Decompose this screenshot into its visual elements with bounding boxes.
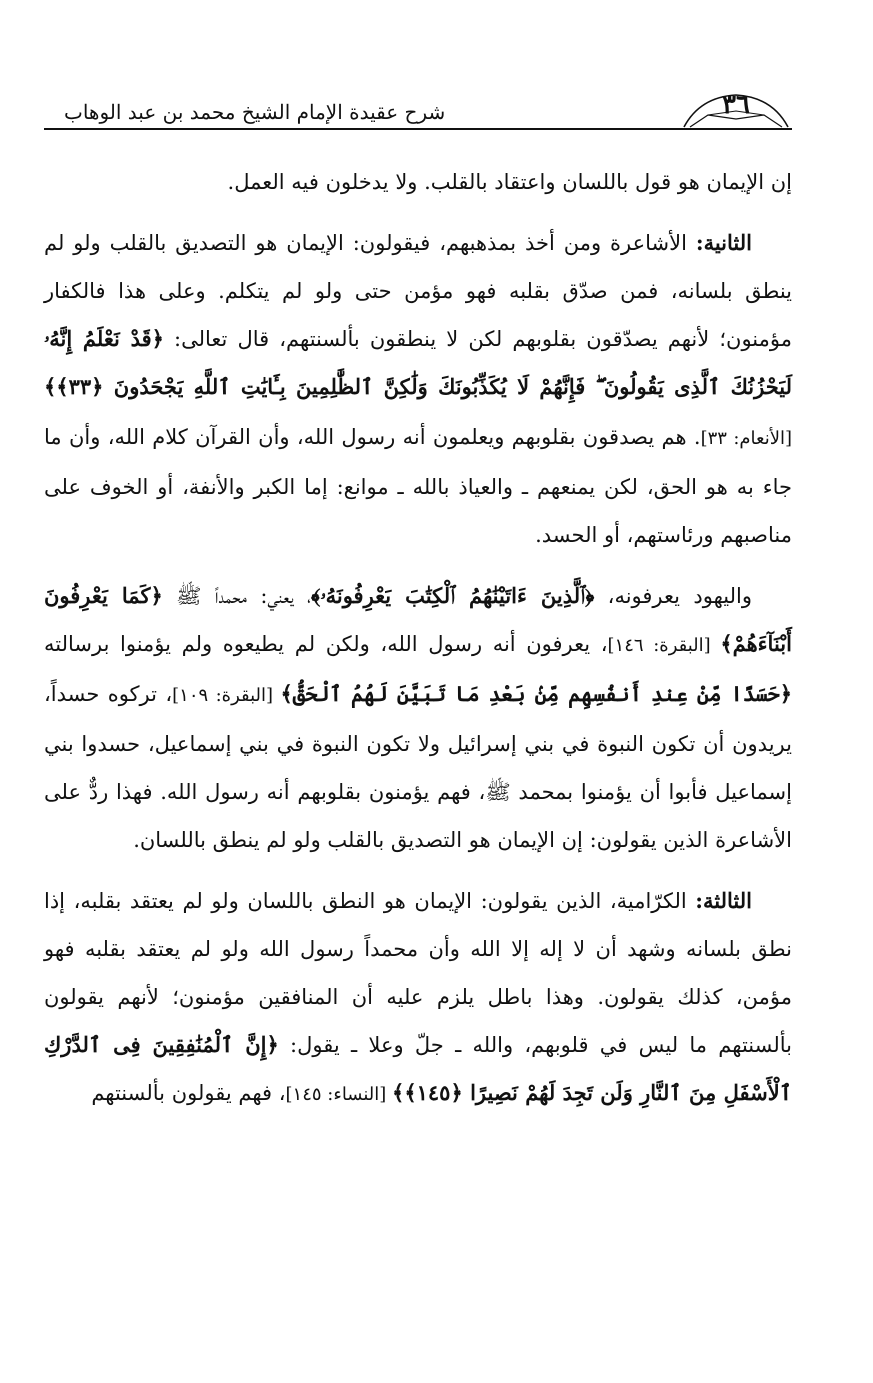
header-divider [44, 128, 792, 130]
running-title: شرح عقيدة الإمام الشيخ محمد بن عبد الوهاب [64, 100, 446, 124]
quran-verse: ﴿حَسَدًا مِّنْ عِندِ أَنفُسِهِم مِّنۢ بَعْدِ مَا تَبَيَّنَ لَهُمُ ٱلْحَقُّ﴾ [280, 681, 793, 706]
verse-reference: [البقرة: ١٠٩] [172, 685, 281, 706]
page-header [44, 82, 792, 130]
paragraph-text: ، تركوه حسداً، يريدون أن تكون النبوة في بني إسرائيل ولا تكون النبوة في بني إسماعيل، حسدوا بني إسماعيل فأبوا أن يؤمنوا بمحمد ﷺ، فهم يؤمنون بقلوبهم أنه رسول الله. فهذا ردٌّ على الأشاعرة الذين يقولون: إن الإيمان هو التصديق بالقلب ولو لم ينطق باللسان. [44, 682, 792, 852]
paragraph-third-group [44, 877, 792, 1119]
paragraph-1 [44, 158, 792, 206]
main-text [44, 158, 792, 1132]
section-lead: الثالثة: [695, 888, 752, 913]
verse-reference: [الأنعام: ٣٣] [700, 428, 792, 449]
paragraph-text: ، يعرفون أنه رسول الله، ولكن لم يطيعوه ولم يؤمنوا برسالته [44, 632, 608, 656]
paragraph-text: الكرّامية، الذين يقولون: الإيمان هو النطق باللسان ولو لم يعتقد بقلبه، إذا نطق بلسانه وشهد أن لا إله إلا الله وأن محمداً رسول الله ولو لم يعتقد بقلبه فهو مؤمن، كذلك يقولون. وهذا باطل يلزم عليه أن المنافقين مؤمنون؛ لأنهم يقولون بألسنتهم ما ليس في قلوبهم، والله ـ جلّ وعلا ـ يقول: [44, 889, 792, 1057]
paragraph-text: ، يعني: محمداً ﷺ [162, 584, 312, 608]
quran-verse: ﴿كَمَا يَعْرِفُونَ أَبْنَآءَهُمْ﴾ [44, 583, 792, 656]
paragraph-jews [44, 572, 792, 864]
quran-verse: ﴿ٱلَّذِينَ ءَاتَيْنَٰهُمُ ٱلْكِتَٰبَ يَعْرِفُونَهُۥ﴾ [311, 583, 595, 608]
paragraph-text: الأشاعرة ومن أخذ بمذهبهم، فيقولون: الإيمان هو التصديق بالقلب ولو لم ينطق بلسانه، فمن صدّق بقلبه فهو مؤمن حتى ولو لم يتكلم. وعلى هذا فالكفار مؤمنون؛ لأنهم يصدّقون بقلوبهم لكن لا ينطقون بألسنتهم، قال تعالى: [44, 231, 792, 351]
verse-reference: [البقرة: ١٤٦] [607, 635, 721, 656]
paragraph-text: . هم يصدقون بقلوبهم ويعلمون أنه رسول الله، وأن القرآن كلام الله، وأن ما جاء به هو الحق، لكن يمنعهم ـ والعياذ بالله ـ موانع: إما الكبر والأنفة، أو الخوف على مناصبهم ورئاستهم، أو الحسد. [44, 425, 792, 547]
paragraph-text: إن الإيمان هو قول باللسان واعتقاد بالقلب. ولا يدخلون فيه العمل. [227, 170, 792, 194]
paragraph-text: ، فهم يقولون بألسنتهم [91, 1081, 286, 1105]
quran-verse: ﴿إِنَّ ٱلْمُنَٰفِقِينَ فِى ٱلدَّرْكِ ٱلْأَسْفَلِ مِنَ ٱلنَّارِ وَلَن تَجِدَ لَهُمْ نَصِيرًا ﴿١٤٥﴾﴾ [44, 1032, 792, 1105]
paragraph-second-group [44, 219, 792, 559]
quran-verse: ﴿قَدْ نَعْلَمُ إِنَّهُۥ لَيَحْزُنُكَ ٱلَّذِى يَقُولُونَ ۖ فَإِنَّهُمْ لَا يُكَذِّبُونَكَ وَلَٰكِنَّ ٱلظَّٰلِمِينَ بِـَٔايَٰتِ ٱللَّهِ يَجْحَدُونَ ﴿٣٣﴾﴾ [44, 326, 792, 399]
paragraph-text: واليهود يعرفونه، [594, 584, 752, 608]
page-number-ornament [680, 89, 792, 129]
section-lead: الثانية: [695, 230, 752, 255]
page-number: ٣٦ [722, 90, 750, 120]
verse-reference: [النساء: ١٤٥] [285, 1084, 393, 1105]
